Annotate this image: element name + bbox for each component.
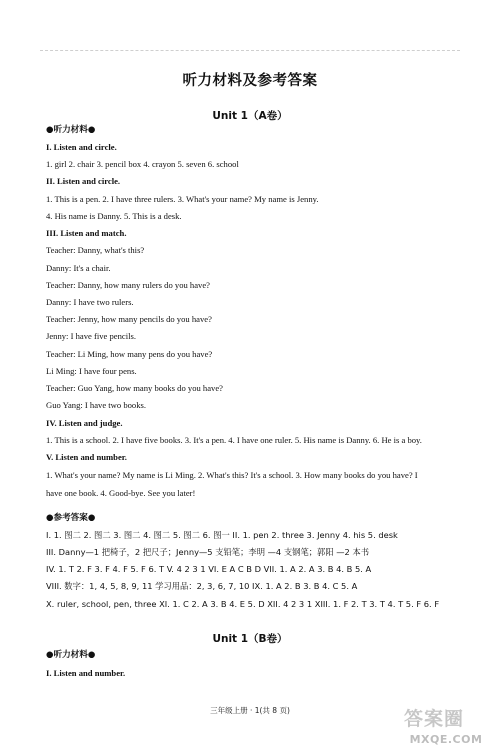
dialogue-line: Teacher: Danny, what's this? [46, 245, 145, 255]
answer-line: X. ruler, school, pen, three XI. 1. C 2. A 3. B 4. E 5. D XII. 4 2 3 1 XIII. 1. F 2. T 3. T 4. T 5. F 6. F [46, 599, 440, 609]
watermark-site: MXQE.COM [409, 733, 483, 746]
page-footer: 三年级上册 · 1(共 8 页) [210, 706, 290, 715]
section-heading: III. Listen and match. [46, 228, 127, 238]
answer-line: I. 1. 图二 2. 图二 3. 图二 4. 图二 5. 图二 6. 图一 II. 1. pen 2. three 3. Jenny 4. his 5. desk [46, 530, 398, 540]
section-heading: I. Listen and circle. [46, 142, 117, 152]
section-heading: II. Listen and circle. [46, 176, 121, 186]
text-line: 4. His name is Danny. 5. This is a desk. [46, 211, 182, 221]
text-line: 1. This is a school. 2. I have five books. 3. It's a pen. 4. I have one ruler. 5. His name is Danny. 6. He is a boy. [46, 435, 422, 445]
dialogue-line: Teacher: Li Ming, how many pens do you have? [46, 349, 213, 359]
text-line: have one book. 4. Good-bye. See you later! [46, 488, 196, 498]
unit-b-title: Unit 1（B卷） [212, 633, 288, 645]
dialogue-line: Teacher: Jenny, how many pencils do you have? [46, 314, 212, 324]
dialogue-line: Guo Yang: I have two books. [46, 400, 147, 410]
answer-line: VIII. 数字：1, 4, 5, 8, 9, 11 学习用品：2, 3, 6, 7, 10 IX. 1. A 2. B 3. B 4. C 5. A [46, 581, 358, 591]
unit-a-answers-label: ●参考答案● [46, 513, 96, 523]
dialogue-line: Danny: It's a chair. [46, 263, 111, 273]
page-title: 听力材料及参考答案 [182, 73, 318, 89]
section-heading: I. Listen and number. [46, 668, 126, 678]
unit-a-listening-label: ●听力材料● [46, 125, 96, 135]
dialogue-line: Teacher: Danny, how many rulers do you have? [46, 280, 210, 290]
watermark-logo-text: 答案圈 [404, 708, 465, 730]
dialogue-line: Jenny: I have five pencils. [46, 331, 136, 341]
answer-line: IV. 1. T 2. F 3. F 4. F 5. F 6. T V. 4 2 3 1 VI. E A C B D VII. 1. A 2. A 3. B 4. B 5. A [46, 564, 372, 574]
section-heading: V. Listen and number. [46, 452, 127, 462]
text-line: 1. What's your name? My name is Li Ming. 2. What's this? It's a school. 3. How many books do you have? I [46, 470, 418, 480]
text-line: 1. This is a pen. 2. I have three rulers. 3. What's your name? My name is Jenny. [46, 194, 319, 204]
watermark-logo [400, 704, 492, 746]
dialogue-line: Teacher: Guo Yang, how many books do you have? [46, 383, 223, 393]
answer-line: III. Danny—1 把椅子，2 把尺子；Jenny—5 支铅笔；李明 —4 支钢笔；郭阳 —2 本书 [46, 547, 370, 557]
dialogue-line: Danny: I have two rulers. [46, 297, 134, 307]
section-heading: IV. Listen and judge. [46, 418, 123, 428]
text-line: 1. girl 2. chair 3. pencil box 4. crayon 5. seven 6. school [46, 159, 239, 169]
dialogue-line: Li Ming: I have four pens. [46, 366, 137, 376]
unit-a-title: Unit 1（A卷） [212, 110, 288, 122]
unit-b-listening-label: ●听力材料● [46, 650, 96, 660]
top-divider [40, 50, 460, 51]
